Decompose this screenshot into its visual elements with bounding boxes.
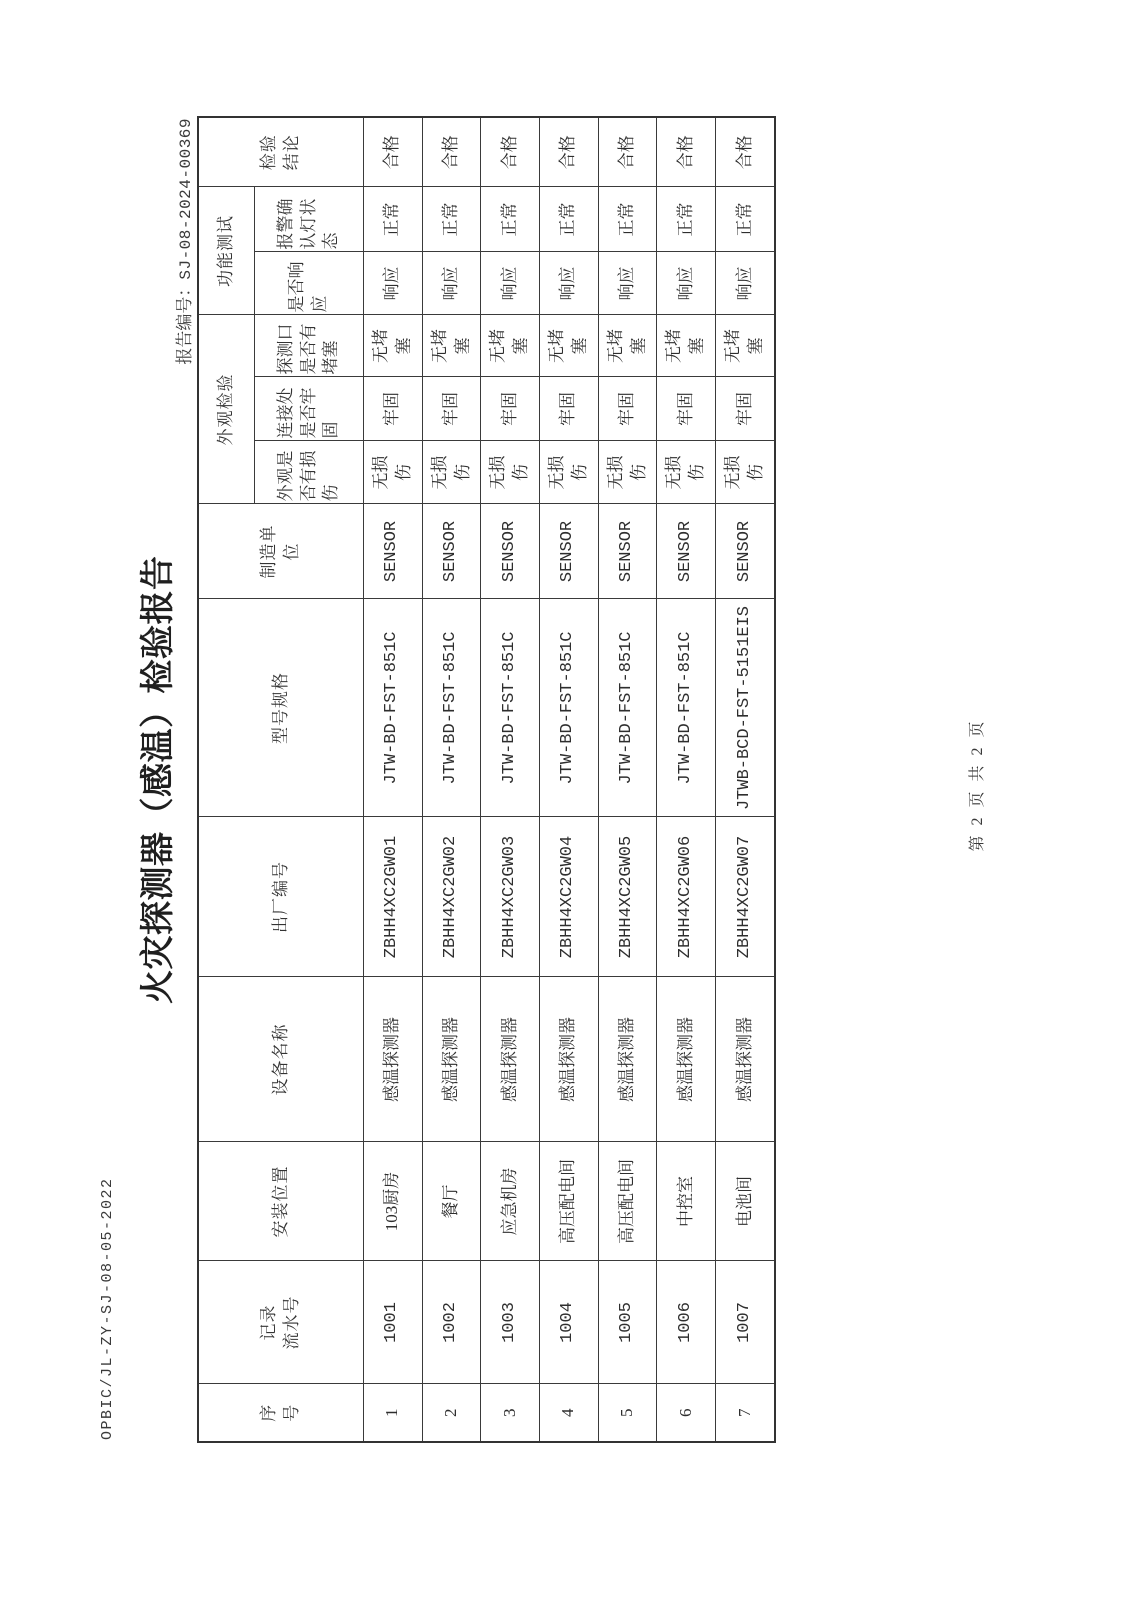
header-confirm-lamp: [255, 187, 364, 252]
header-appearance-group: 外观检验: [198, 315, 255, 504]
conclusion-cell: 合格: [364, 117, 423, 187]
header-alarm-response-label: 是否响应: [287, 261, 329, 313]
appearance-damage-value: 无损伤: [546, 455, 589, 490]
seq-cell: 4: [540, 1384, 599, 1442]
conclusion-cell: 合格: [598, 117, 657, 187]
probe-blocked-value: 无堵塞: [664, 329, 707, 363]
model-cell: JTW-BD-FST-851C: [481, 599, 540, 817]
connection-firm-cell: 牢固: [422, 377, 481, 441]
confirm-lamp-cell: 正常: [422, 187, 481, 252]
confirm-lamp-cell: 正常: [364, 187, 423, 252]
alarm-response-cell: 响应: [481, 252, 540, 315]
record-no-cell: 1006: [657, 1261, 716, 1384]
appearance-damage-cell: [657, 441, 716, 504]
alarm-response-cell: 响应: [598, 252, 657, 315]
device-name-cell: 感温探测器: [657, 977, 716, 1142]
header-manufacturer: [198, 504, 364, 599]
probe-blocked-cell: [598, 315, 657, 377]
header-model: 型号规格: [198, 599, 364, 817]
manufacturer-cell: SENSOR: [481, 504, 540, 599]
header-confirm-lamp-label: 报警确认灯状态: [275, 198, 341, 250]
location-cell: 高压配电间: [598, 1142, 657, 1261]
connection-firm-cell: 牢固: [598, 377, 657, 441]
appearance-damage-value: 无损伤: [605, 455, 648, 490]
appearance-damage-value: 无损伤: [488, 455, 531, 490]
header-conclusion-label: 检验结论: [259, 134, 301, 171]
header-manufacturer-label: 制造单位: [259, 524, 301, 579]
report-title: 火灾探测器（感温）检验报告: [140, 555, 177, 1004]
probe-blocked-value: 无堵塞: [429, 329, 472, 363]
report-number-label: 报告编号：: [175, 279, 194, 365]
serial-no-cell: ZBHH4XC2GW04: [540, 817, 599, 977]
connection-firm-cell: 牢固: [716, 377, 775, 441]
manufacturer-cell: SENSOR: [657, 504, 716, 599]
appearance-damage-cell: [481, 441, 540, 504]
conclusion-cell: 合格: [481, 117, 540, 187]
record-no-cell: 1007: [716, 1261, 775, 1384]
header-appearance-damage-label: 外观是否有损伤: [275, 450, 341, 502]
alarm-response-cell: 响应: [364, 252, 423, 315]
serial-no-cell: ZBHH4XC2GW05: [598, 817, 657, 977]
device-name-cell: 感温探测器: [540, 977, 599, 1142]
header-seq: [198, 1384, 364, 1442]
alarm-response-cell: 响应: [422, 252, 481, 315]
conclusion-cell: 合格: [540, 117, 599, 187]
appearance-damage-value: 无损伤: [664, 455, 707, 490]
table-row: [364, 117, 423, 1442]
appearance-damage-value: 无损伤: [429, 455, 472, 490]
probe-blocked-value: 无堵塞: [488, 329, 531, 363]
model-cell: JTW-BD-FST-851C: [598, 599, 657, 817]
header-connection-firm: [255, 377, 364, 441]
document-code: OPBIC/JL-ZY-SJ-08-05-2022: [99, 1177, 116, 1440]
table-row: [598, 117, 657, 1442]
record-no-cell: 1003: [481, 1261, 540, 1384]
device-name-cell: 感温探测器: [364, 977, 423, 1142]
manufacturer-cell: SENSOR: [364, 504, 423, 599]
probe-blocked-value: 无堵塞: [723, 329, 765, 363]
seq-cell: 1: [364, 1384, 423, 1442]
header-probe-blocked-label: 探测口是否有堵塞: [275, 323, 341, 375]
model-cell: JTW-BD-FST-851C: [364, 599, 423, 817]
report-number-value: SJ-08-2024-00369: [177, 118, 195, 280]
connection-firm-cell: 牢固: [657, 377, 716, 441]
inspection-table: [197, 116, 776, 1443]
connection-firm-cell: 牢固: [540, 377, 599, 441]
conclusion-cell: 合格: [422, 117, 481, 187]
header-device-name: 设备名称: [198, 977, 364, 1142]
probe-blocked-value: 无堵塞: [546, 329, 589, 363]
header-connection-firm-label: 连接处是否牢固: [275, 387, 341, 439]
confirm-lamp-cell: 正常: [481, 187, 540, 252]
table-row: [481, 117, 540, 1442]
connection-firm-cell: 牢固: [481, 377, 540, 441]
device-name-cell: 感温探测器: [598, 977, 657, 1142]
model-cell: JTW-BD-FST-851C: [422, 599, 481, 817]
alarm-response-cell: 响应: [657, 252, 716, 315]
alarm-response-cell: 响应: [540, 252, 599, 315]
confirm-lamp-cell: 正常: [540, 187, 599, 252]
location-cell: 高压配电间: [540, 1142, 599, 1261]
table-row: [422, 117, 481, 1442]
record-no-cell: 1005: [598, 1261, 657, 1384]
serial-no-cell: ZBHH4XC2GW07: [716, 817, 775, 977]
location-cell: 中控室: [657, 1142, 716, 1261]
probe-blocked-cell: [657, 315, 716, 377]
header-probe-blocked: [255, 315, 364, 377]
seq-cell: 5: [598, 1384, 657, 1442]
serial-no-cell: ZBHH4XC2GW02: [422, 817, 481, 977]
appearance-damage-value: 无损伤: [370, 455, 413, 490]
seq-cell: 2: [422, 1384, 481, 1442]
location-cell: 103厨房: [364, 1142, 423, 1261]
probe-blocked-cell: [716, 315, 775, 377]
probe-blocked-cell: [364, 315, 423, 377]
probe-blocked-cell: [422, 315, 481, 377]
appearance-damage-cell: [598, 441, 657, 504]
model-cell: JTWB-BCD-FST-5151EIS: [716, 599, 775, 817]
table-row: [657, 117, 716, 1442]
header-seq-label: 序号: [259, 1403, 301, 1422]
model-cell: JTW-BD-FST-851C: [657, 599, 716, 817]
seq-cell: 7: [716, 1384, 775, 1442]
header-alarm-response: [255, 252, 364, 315]
header-function-group: 功能测试: [198, 187, 255, 315]
location-cell: 应急机房: [481, 1142, 540, 1261]
header-location: 安装位置: [198, 1142, 364, 1261]
manufacturer-cell: SENSOR: [716, 504, 775, 599]
appearance-damage-cell: [716, 441, 775, 504]
probe-blocked-value: 无堵塞: [370, 329, 413, 363]
appearance-damage-cell: [540, 441, 599, 504]
model-cell: JTW-BD-FST-851C: [540, 599, 599, 817]
header-record-no: 记录 流水号: [198, 1261, 364, 1384]
header-row: [198, 117, 255, 1442]
probe-blocked-value: 无堵塞: [605, 329, 648, 363]
device-name-cell: 感温探测器: [422, 977, 481, 1142]
serial-no-cell: ZBHH4XC2GW01: [364, 817, 423, 977]
seq-cell: 3: [481, 1384, 540, 1442]
record-no-cell: 1002: [422, 1261, 481, 1384]
record-no-cell: 1001: [364, 1261, 423, 1384]
table-row: [716, 117, 775, 1442]
probe-blocked-cell: [540, 315, 599, 377]
record-no-cell: 1004: [540, 1261, 599, 1384]
serial-no-cell: ZBHH4XC2GW03: [481, 817, 540, 977]
location-cell: 餐厅: [422, 1142, 481, 1261]
appearance-damage-cell: [364, 441, 423, 504]
manufacturer-cell: SENSOR: [422, 504, 481, 599]
header-conclusion: [198, 117, 364, 187]
appearance-damage-value: 无损伤: [723, 455, 765, 490]
header-appearance-damage: [255, 441, 364, 504]
table-row: [540, 117, 599, 1442]
location-cell: 电池间: [716, 1142, 775, 1261]
header-serial-no: 出厂编号: [198, 817, 364, 977]
alarm-response-cell: 响应: [716, 252, 775, 315]
manufacturer-cell: SENSOR: [540, 504, 599, 599]
conclusion-cell: 合格: [716, 117, 775, 187]
manufacturer-cell: SENSOR: [598, 504, 657, 599]
conclusion-cell: 合格: [657, 117, 716, 187]
appearance-damage-cell: [422, 441, 481, 504]
device-name-cell: 感温探测器: [716, 977, 775, 1142]
connection-firm-cell: 牢固: [364, 377, 423, 441]
confirm-lamp-cell: 正常: [716, 187, 775, 252]
device-name-cell: 感温探测器: [481, 977, 540, 1142]
probe-blocked-cell: [481, 315, 540, 377]
report-number: [170, 118, 195, 365]
seq-cell: 6: [657, 1384, 716, 1442]
serial-no-cell: ZBHH4XC2GW06: [657, 817, 716, 977]
page-footer: 第 2 页 共 2 页: [969, 718, 986, 852]
confirm-lamp-cell: 正常: [657, 187, 716, 252]
confirm-lamp-cell: 正常: [598, 187, 657, 252]
